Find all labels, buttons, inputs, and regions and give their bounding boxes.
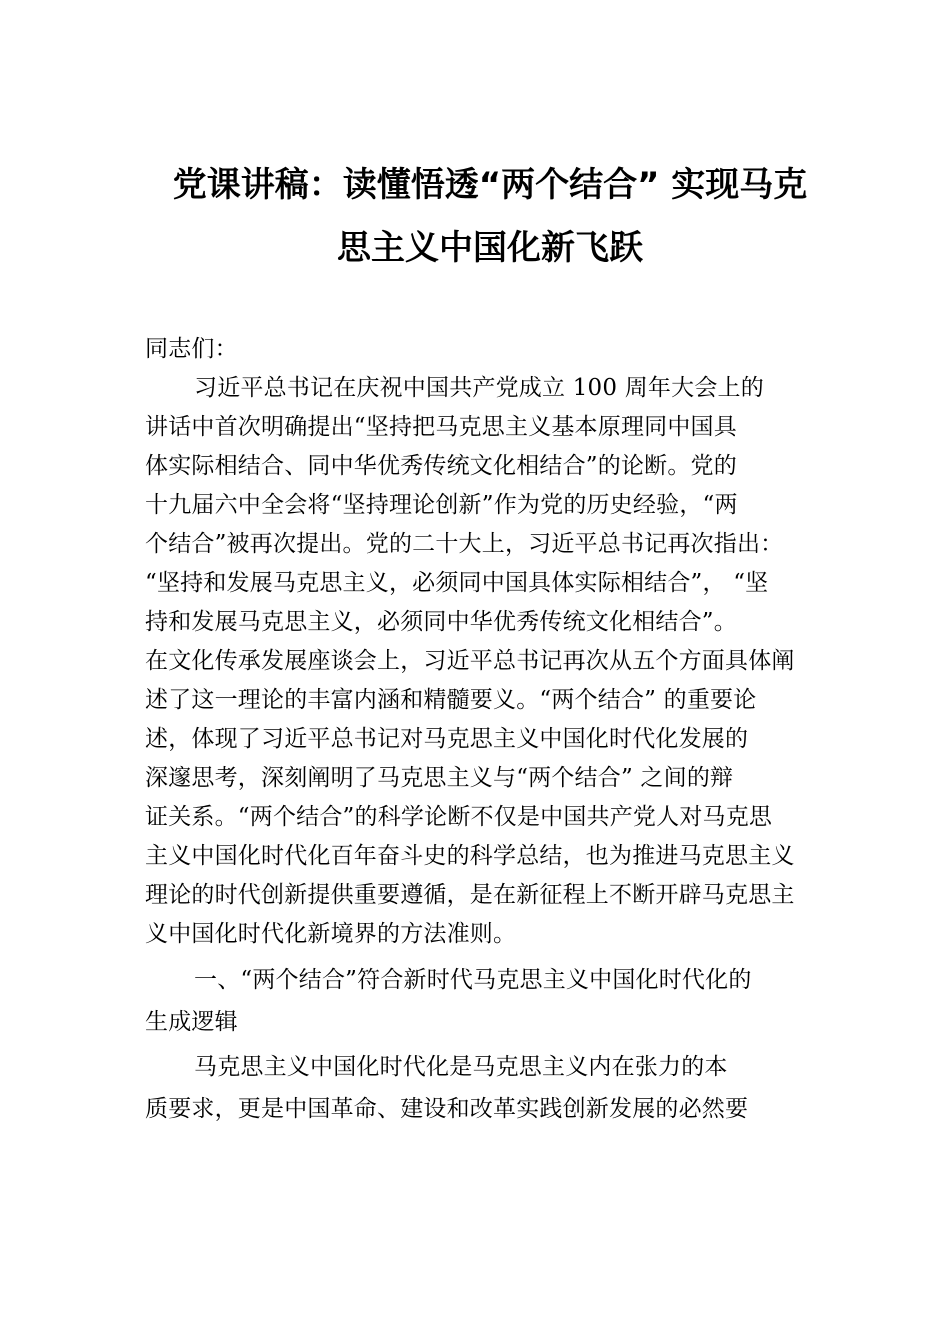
- paragraph-1-line: 述，体现了习近平总书记对马克思主义中国化时代化发展的: [145, 726, 749, 752]
- section-heading-line: 一、“两个结合”符合新时代马克思主义中国化时代化的: [194, 967, 752, 993]
- paragraph-1-line: 义中国化时代化新境界的方法准则。: [145, 921, 517, 947]
- paragraph-1-line: 习近平总书记在庆祝中国共产党成立 100 周年大会上的: [194, 375, 764, 401]
- document-title-line-1: 党课讲稿：读懂悟透“两个结合” 实现马克: [172, 165, 808, 205]
- paragraph-1-line: 十九届六中全会将“坚持理论创新”作为党的历史经验，“两: [145, 492, 738, 518]
- paragraph-1-line: 讲话中首次明确提出“坚持把马克思主义基本原理同中国具: [145, 414, 737, 440]
- paragraph-1-line: 理论的时代创新提供重要遵循，是在新征程上不断开辟马克思主: [145, 882, 795, 908]
- paragraph-1-line: 述了这一理论的丰富内涵和精髓要义。“两个结合” 的重要论: [145, 687, 757, 713]
- paragraph-1-line: 持和发展马克思主义，必须同中华优秀传统文化相结合”。: [145, 609, 737, 635]
- paragraph-2-line: 质要求，更是中国革命、建设和改革实践创新发展的必然要: [145, 1096, 749, 1122]
- paragraph-1-line: 在文化传承发展座谈会上，习近平总书记再次从五个方面具体阐: [145, 648, 795, 674]
- section-heading-line: 生成逻辑: [145, 1009, 238, 1035]
- salutation: 同志们：: [145, 336, 238, 362]
- paragraph-1-line: 深邃思考，深刻阐明了马克思主义与“两个结合” 之间的辩: [145, 765, 734, 791]
- paragraph-1-line: “坚持和发展马克思主义，必须同中国具体实际相结合”， “坚: [145, 570, 769, 596]
- paragraph-2-line: 马克思主义中国化时代化是马克思主义内在张力的本: [194, 1054, 728, 1080]
- paragraph-1-line: 证关系。“两个结合”的科学论断不仅是中国共产党人对马克思: [145, 804, 773, 830]
- paragraph-1-line: 体实际相结合、同中华优秀传统文化相结合”的论断。党的: [145, 453, 737, 479]
- paragraph-1-line: 个结合”被再次提出。党的二十大上，习近平总书记再次指出：: [145, 531, 784, 557]
- document-title-line-2: 思主义中国化新飞跃: [337, 228, 643, 268]
- paragraph-1-line: 主义中国化时代化百年奋斗史的科学总结，也为推进马克思主义: [145, 843, 795, 869]
